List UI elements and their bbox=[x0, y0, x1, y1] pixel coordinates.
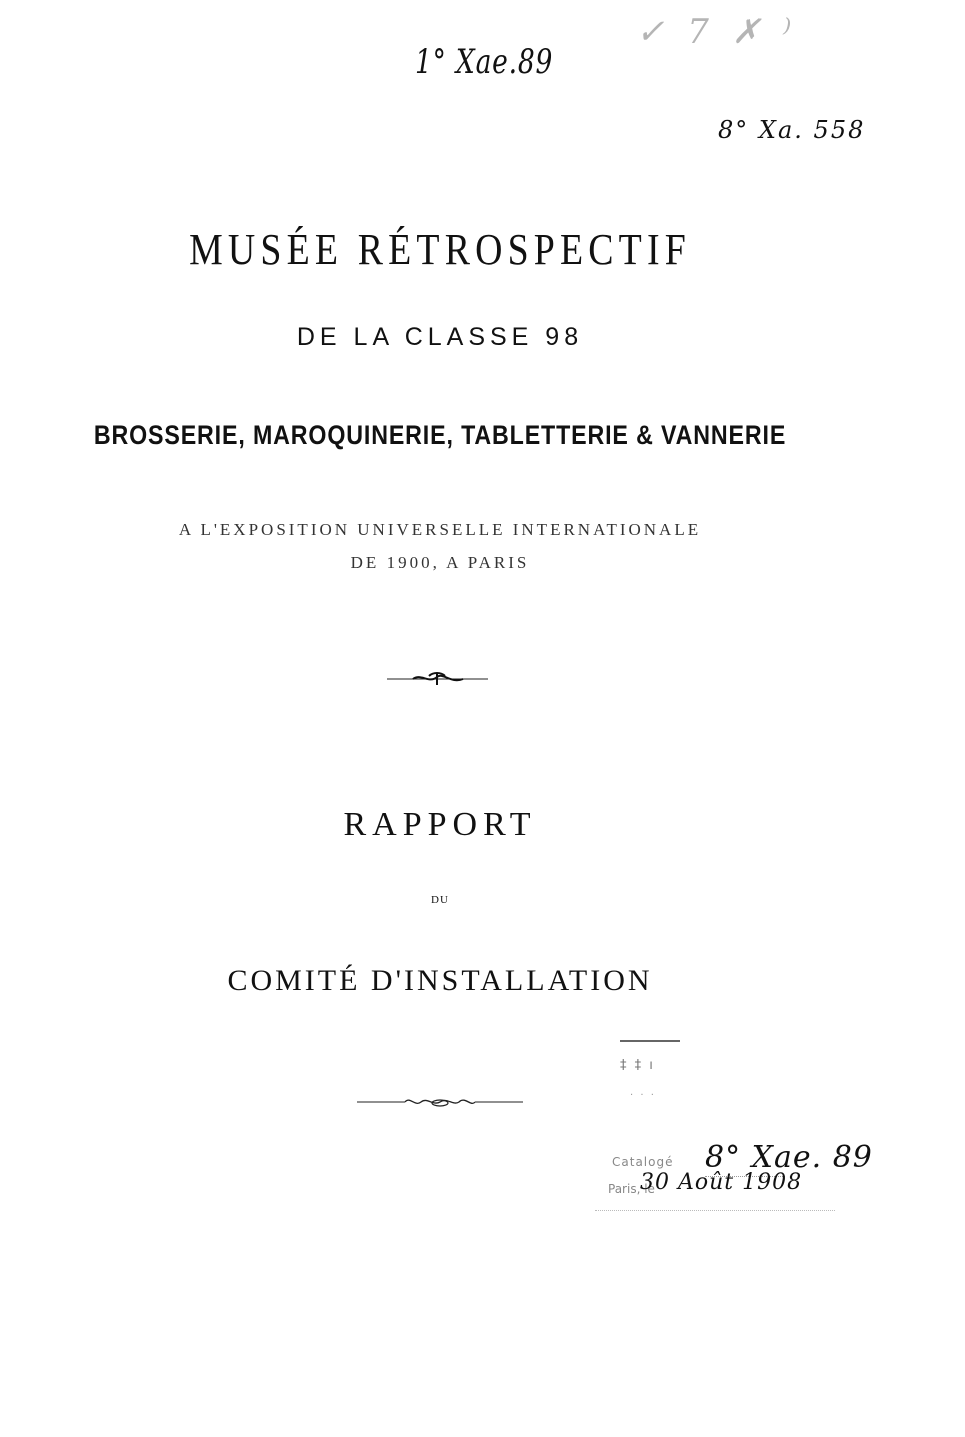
stamp-bottom-border bbox=[595, 1210, 835, 1211]
stamp-date: 30 Août 1908 bbox=[640, 1170, 803, 1195]
faint-handwritten-scribble: ✓ 7 ✗ ⁾ bbox=[636, 12, 798, 52]
stamp-dots: · · · bbox=[630, 1090, 656, 1101]
class-subtitle: DE LA CLASSE 98 bbox=[296, 323, 584, 351]
stamp-header-line bbox=[620, 1040, 680, 1045]
handwritten-call-number: 8° Xa. 558 bbox=[718, 116, 866, 144]
handwritten-shelf-mark: 1° Xae.89 bbox=[415, 42, 554, 82]
ornament-divider-icon bbox=[385, 668, 490, 688]
committee-title: COMITÉ D'INSTALLATION bbox=[227, 964, 653, 997]
exposition-line-1: A L'EXPOSITION UNIVERSELLE INTERNATIONALE bbox=[178, 520, 702, 539]
exposition-line-2: DE 1900, A PARIS bbox=[350, 553, 530, 572]
ornament-divider-icon bbox=[355, 1093, 525, 1111]
stamp-header-glyphs: ‡ ‡ ı bbox=[620, 1058, 655, 1073]
du-connector: DU bbox=[431, 894, 449, 906]
report-title: RAPPORT bbox=[343, 806, 537, 843]
stamp-catalog-label: Catalogé bbox=[612, 1155, 674, 1169]
stamp-catalog-number: 8° Xae. 89 bbox=[705, 1140, 873, 1175]
main-title: MUSÉE RÉTROSPECTIF bbox=[189, 225, 691, 274]
sections-heading: BROSSERIE, MAROQUINERIE, TABLETTERIE & VANNERIE bbox=[93, 420, 787, 450]
stamp-date-label: Paris, le bbox=[608, 1182, 655, 1196]
